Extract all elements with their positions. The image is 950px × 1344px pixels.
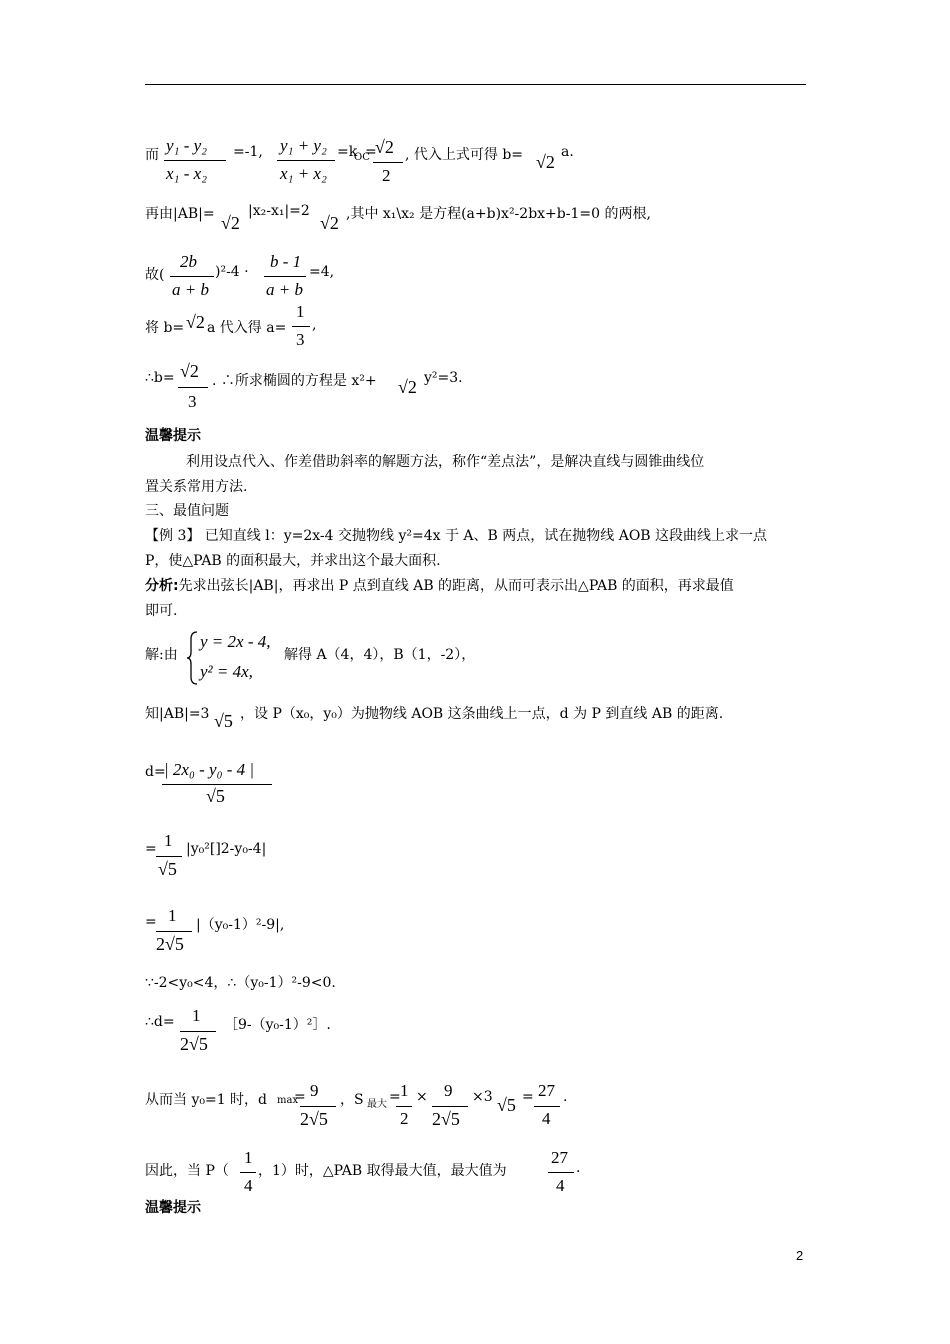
text-roots: ,其中 x₁\x₂ 是方程(a+b)x²-2bx+b-1=0 的两根, — [346, 206, 651, 222]
text-eq-1: = — [145, 841, 157, 857]
text-gu: 故( — [145, 267, 165, 283]
frac7-bar — [178, 387, 208, 388]
text-again: 再由|AB|= — [145, 206, 215, 222]
frac1-denominator: x₁ - x₂ — [166, 164, 208, 183]
text-solve-points: 解得 A（4，4），B（1，-2）， — [284, 647, 476, 663]
text-s-eq: = — [389, 1089, 401, 1105]
max-frac4-denominator: 4 — [542, 1109, 551, 1128]
text-solution: 解:由 — [145, 647, 178, 663]
d-denominator: √5 — [206, 786, 225, 806]
sqrt2-ab: √2 — [221, 213, 240, 233]
text-d: d= — [145, 764, 166, 780]
header-rule — [145, 84, 806, 85]
text-conclusion: 因此，当 P（ — [145, 1163, 229, 1179]
frac5-denominator: a + b — [266, 280, 303, 299]
text-koc-sub: OC — [354, 152, 370, 163]
text-con-mid: ，1）时，△PAB 取得最大值，最大值为 — [258, 1163, 507, 1179]
e1-bar — [156, 856, 182, 857]
con-frac1-denominator: 4 — [244, 1176, 253, 1195]
text-substitute: , 代入上式可得 b= — [405, 147, 524, 163]
text-s-sub: 最大 — [367, 1099, 387, 1110]
sqrt2-ab2: √2 — [320, 213, 339, 233]
text-th-expr: ［9-（y₀-1）²］. — [224, 1017, 331, 1033]
max-frac4-bar — [534, 1106, 560, 1107]
tip-heading-2: 温馨提示 — [145, 1200, 201, 1216]
d-numerator: | 2x₀ - y₀ - 4 | — [164, 760, 255, 779]
con-frac2-numerator: 27 — [551, 1148, 568, 1167]
analysis-line-2: 即可. — [145, 603, 178, 619]
frac7-numerator: √2 — [180, 361, 199, 381]
con-frac2-bar — [548, 1172, 574, 1173]
text-a: a. — [561, 144, 574, 160]
text-set-p: ，设 P（x₀，y₀）为抛物线 AOB 这条曲线上一点，d 为 P 到直线 AB 的距离. — [240, 706, 724, 722]
max-frac1-bar — [300, 1106, 336, 1107]
page-number: 2 — [796, 1248, 804, 1263]
text-daide: a 代入得 a= — [207, 320, 287, 336]
analysis-label: 分析: — [145, 578, 179, 594]
frac4-bar — [170, 276, 214, 277]
frac6-denominator: 3 — [296, 330, 305, 349]
e1-denominator: √5 — [158, 859, 177, 879]
frac5-bar — [264, 276, 306, 277]
e2-bar — [156, 931, 192, 932]
th-numerator: 1 — [192, 1006, 201, 1025]
text-x2x1: |x₂-x₁|=2 — [248, 203, 310, 219]
con-frac1-bar — [240, 1172, 256, 1173]
sqrt2-ellipse: √2 — [398, 377, 417, 397]
th-denominator: 2√5 — [180, 1034, 208, 1054]
frac6-numerator: 1 — [296, 302, 305, 321]
text-times1: × — [416, 1089, 428, 1105]
text-max-period: . — [563, 1089, 568, 1105]
frac2-numerator: y₁ + y₂ — [280, 136, 327, 155]
analysis-line-1 — [145, 576, 734, 596]
system-eq-2: y² = 4x, — [200, 662, 253, 681]
text-s: ，S — [340, 1092, 364, 1108]
e2-denominator: 2√5 — [156, 934, 184, 954]
frac7-denominator: 3 — [188, 392, 197, 411]
d-bar — [162, 784, 272, 785]
max-frac1-denominator: 2√5 — [300, 1109, 328, 1129]
max-sqrt5: √5 — [497, 1095, 516, 1115]
frac2-bar — [277, 160, 335, 161]
text-con-period: . — [576, 1160, 581, 1176]
max-frac2-bar — [396, 1106, 412, 1107]
max-frac4-numerator: 27 — [538, 1081, 555, 1100]
text-koc: =k — [337, 144, 358, 160]
e2-numerator: 1 — [168, 906, 177, 925]
frac3-bar — [373, 162, 403, 163]
th-bar — [180, 1031, 216, 1032]
sqrt2-sub: √2 — [186, 312, 205, 332]
tip-body-line-1: 利用设点代入、作差借助斜率的解题方法，称作“差点法”，是解决直线与圆锥曲线位 — [186, 454, 705, 470]
max-frac3-bar — [432, 1106, 468, 1107]
max-frac3-numerator: 9 — [444, 1081, 453, 1100]
text-max-eq: = — [294, 1089, 306, 1105]
frac3-denominator: 2 — [382, 166, 391, 185]
text-therefore-d: ∴d= — [145, 1014, 175, 1030]
text-comma: , — [312, 317, 317, 333]
con-frac2-denominator: 4 — [556, 1176, 565, 1195]
text-ellipse: . ∴所求椭圆的方程是 x²+ — [212, 373, 377, 389]
frac4-numerator: 2b — [180, 252, 197, 271]
frac6-bar — [292, 326, 310, 327]
example-3-line-2: P，使△PAB 的面积最大，并求出这个最大面积. — [145, 553, 441, 569]
frac2-denominator: x₁ + x₂ — [280, 164, 327, 183]
max-frac3-denominator: 2√5 — [432, 1109, 460, 1129]
tip-heading-1: 温馨提示 — [145, 428, 201, 444]
sqrt5-ab: √5 — [214, 711, 233, 731]
text-eq4: =4, — [309, 264, 335, 280]
text-therefore-b: ∴b= — [145, 370, 175, 386]
e1-numerator: 1 — [164, 831, 173, 850]
tip-body-line-2: 置关系常用方法. — [145, 479, 248, 495]
text-y2eq3: y²=3. — [424, 370, 463, 386]
text-ab-length: 知|AB|=3 — [145, 706, 210, 722]
text-times3: ×3 — [472, 1089, 493, 1105]
text-eq-2: = — [145, 914, 157, 930]
text-e2-expr: |（y₀-1）²-9|, — [196, 917, 285, 933]
text-max: 从而当 y₀=1 时，d — [145, 1092, 268, 1108]
system-eq-1: y = 2x - 4, — [200, 632, 271, 651]
text-minus4: )²-4 · — [215, 264, 249, 280]
text-eq-minus1: =-1, — [233, 144, 263, 160]
con-frac1-numerator: 1 — [244, 1148, 253, 1167]
text-e1-expr: |y₀²[]2-y₀-4| — [186, 841, 267, 857]
max-frac2-numerator: 1 — [400, 1081, 409, 1100]
analysis-text: 先求出弦长|AB|，再求出 P 点到直线 AB 的距离，从而可表示出△PAB 的面积，再求最值 — [178, 578, 734, 594]
text-jiang: 将 b= — [145, 320, 185, 336]
text-er: 而 — [145, 147, 159, 163]
frac5-numerator: b - 1 — [270, 252, 302, 271]
sqrt2-b: √2 — [536, 152, 555, 172]
frac1-bar — [164, 160, 226, 161]
text-max-eq2: = — [522, 1089, 534, 1105]
left-brace — [186, 631, 198, 685]
frac4-denominator: a + b — [172, 280, 209, 299]
frac1-numerator: y₁ - y₂ — [166, 136, 208, 155]
text-max-sub: max — [277, 1095, 299, 1106]
max-frac2-denominator: 2 — [400, 1109, 409, 1128]
because-line: ∵-2<y₀<4，∴（y₀-1）²-9<0. — [145, 975, 336, 991]
sqrt2-numerator: √2 — [375, 137, 394, 157]
example-3-line-1: 【例 3】 已知直线 l：y=2x-4 交抛物线 y²=4x 于 A、B 两点，试在抛物线 AOB 这段曲线上求一点 — [145, 528, 768, 544]
section-heading-3: 三、最值问题 — [145, 503, 229, 519]
max-frac1-numerator: 9 — [310, 1081, 319, 1100]
text-eq: = — [365, 144, 377, 160]
